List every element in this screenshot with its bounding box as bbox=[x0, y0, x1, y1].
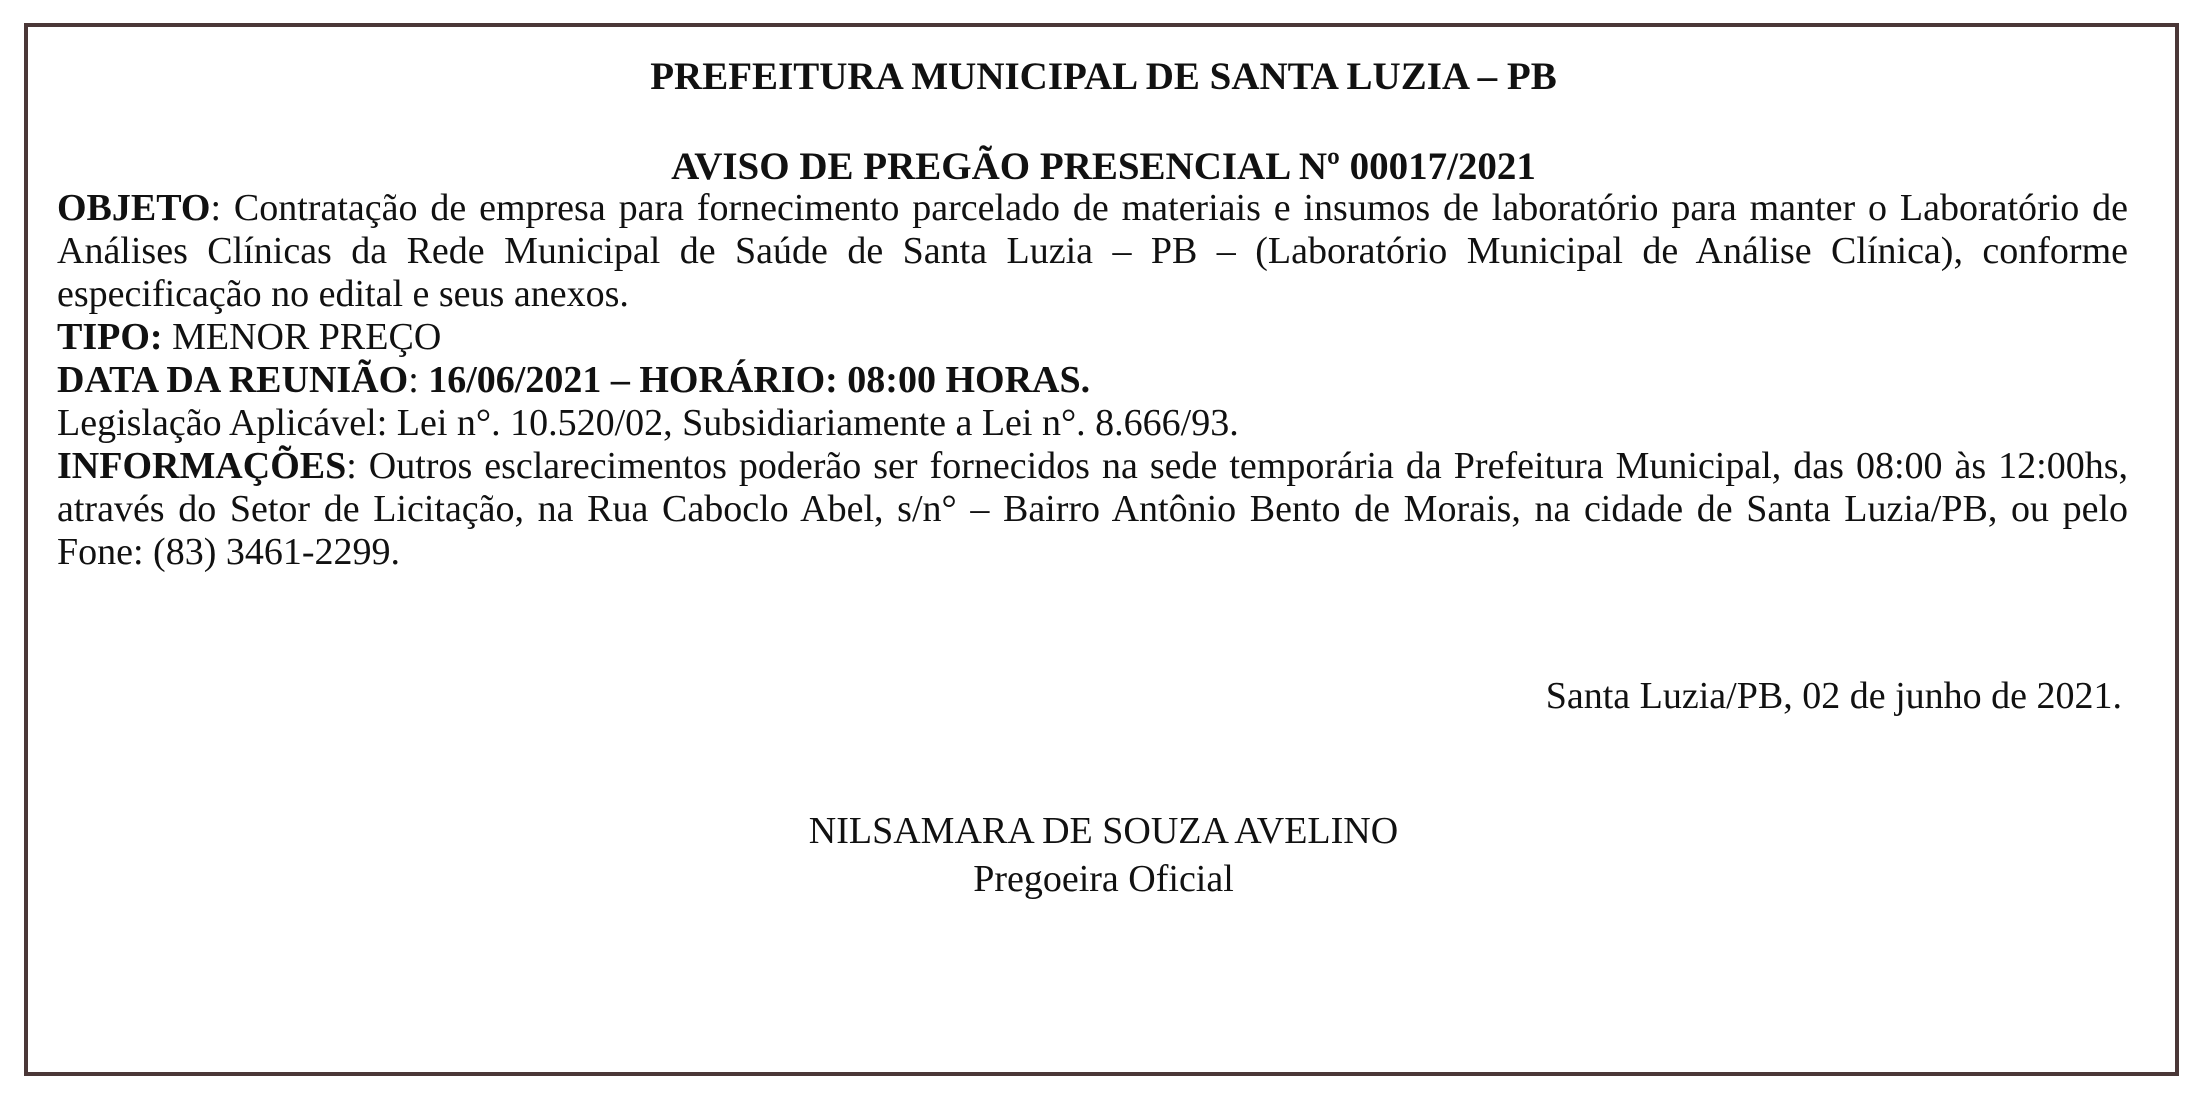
data-value: 16/06/2021 – HORÁRIO: 08:00 HORAS. bbox=[428, 359, 1091, 401]
info-text: : Outros esclarecimentos poderão ser fornecidos na sede temporária da Prefeitura Municipal, das 08:00 às 12:00hs, através do Setor de Licitação, na Rua Caboclo Abel, s/n° – Bairro Antônio Bento de Morais, na cidade de Santa Luzia/PB, ou pelo Fone: (83) 3461-2299. bbox=[57, 445, 2128, 573]
place-date: Santa Luzia/PB, 02 de junho de 2021. bbox=[1545, 675, 2122, 717]
tipo-value: MENOR PREÇO bbox=[162, 316, 442, 358]
legislacao-paragraph: Legislação Aplicável: Lei n°. 10.520/02, Subsidiariamente a Lei n°. 8.666/93. bbox=[57, 402, 1239, 444]
notice-title: AVISO DE PREGÃO PRESENCIAL Nº 00017/2021 bbox=[671, 145, 1536, 188]
municipality-title: PREFEITURA MUNICIPAL DE SANTA LUZIA – PB bbox=[650, 55, 1557, 98]
tipo-label: TIPO: bbox=[57, 316, 163, 358]
info-paragraph bbox=[57, 445, 2128, 574]
data-separator: : bbox=[408, 359, 429, 401]
notice-body bbox=[57, 187, 2128, 574]
signer-role: Pregoeira Oficial bbox=[973, 858, 1234, 900]
data-label: DATA DA REUNIÃO bbox=[57, 359, 409, 401]
signer-name: NILSAMARA DE SOUZA AVELINO bbox=[808, 810, 1399, 852]
data-paragraph bbox=[57, 359, 2128, 402]
objeto-label: OBJETO bbox=[57, 187, 211, 229]
tipo-paragraph bbox=[57, 316, 2128, 359]
objeto-text: : Contratação de empresa para fornecimento parcelado de materiais e insumos de laboratório para manter o Laboratório de Análises Clínicas da Rede Municipal de Saúde de Santa Luzia – PB – (Laboratório Municipal de Análise Clínica), conforme especificação no edital e seus anexos. bbox=[57, 187, 2128, 315]
info-label: INFORMAÇÕES bbox=[57, 445, 347, 487]
objeto-paragraph bbox=[57, 187, 2128, 316]
